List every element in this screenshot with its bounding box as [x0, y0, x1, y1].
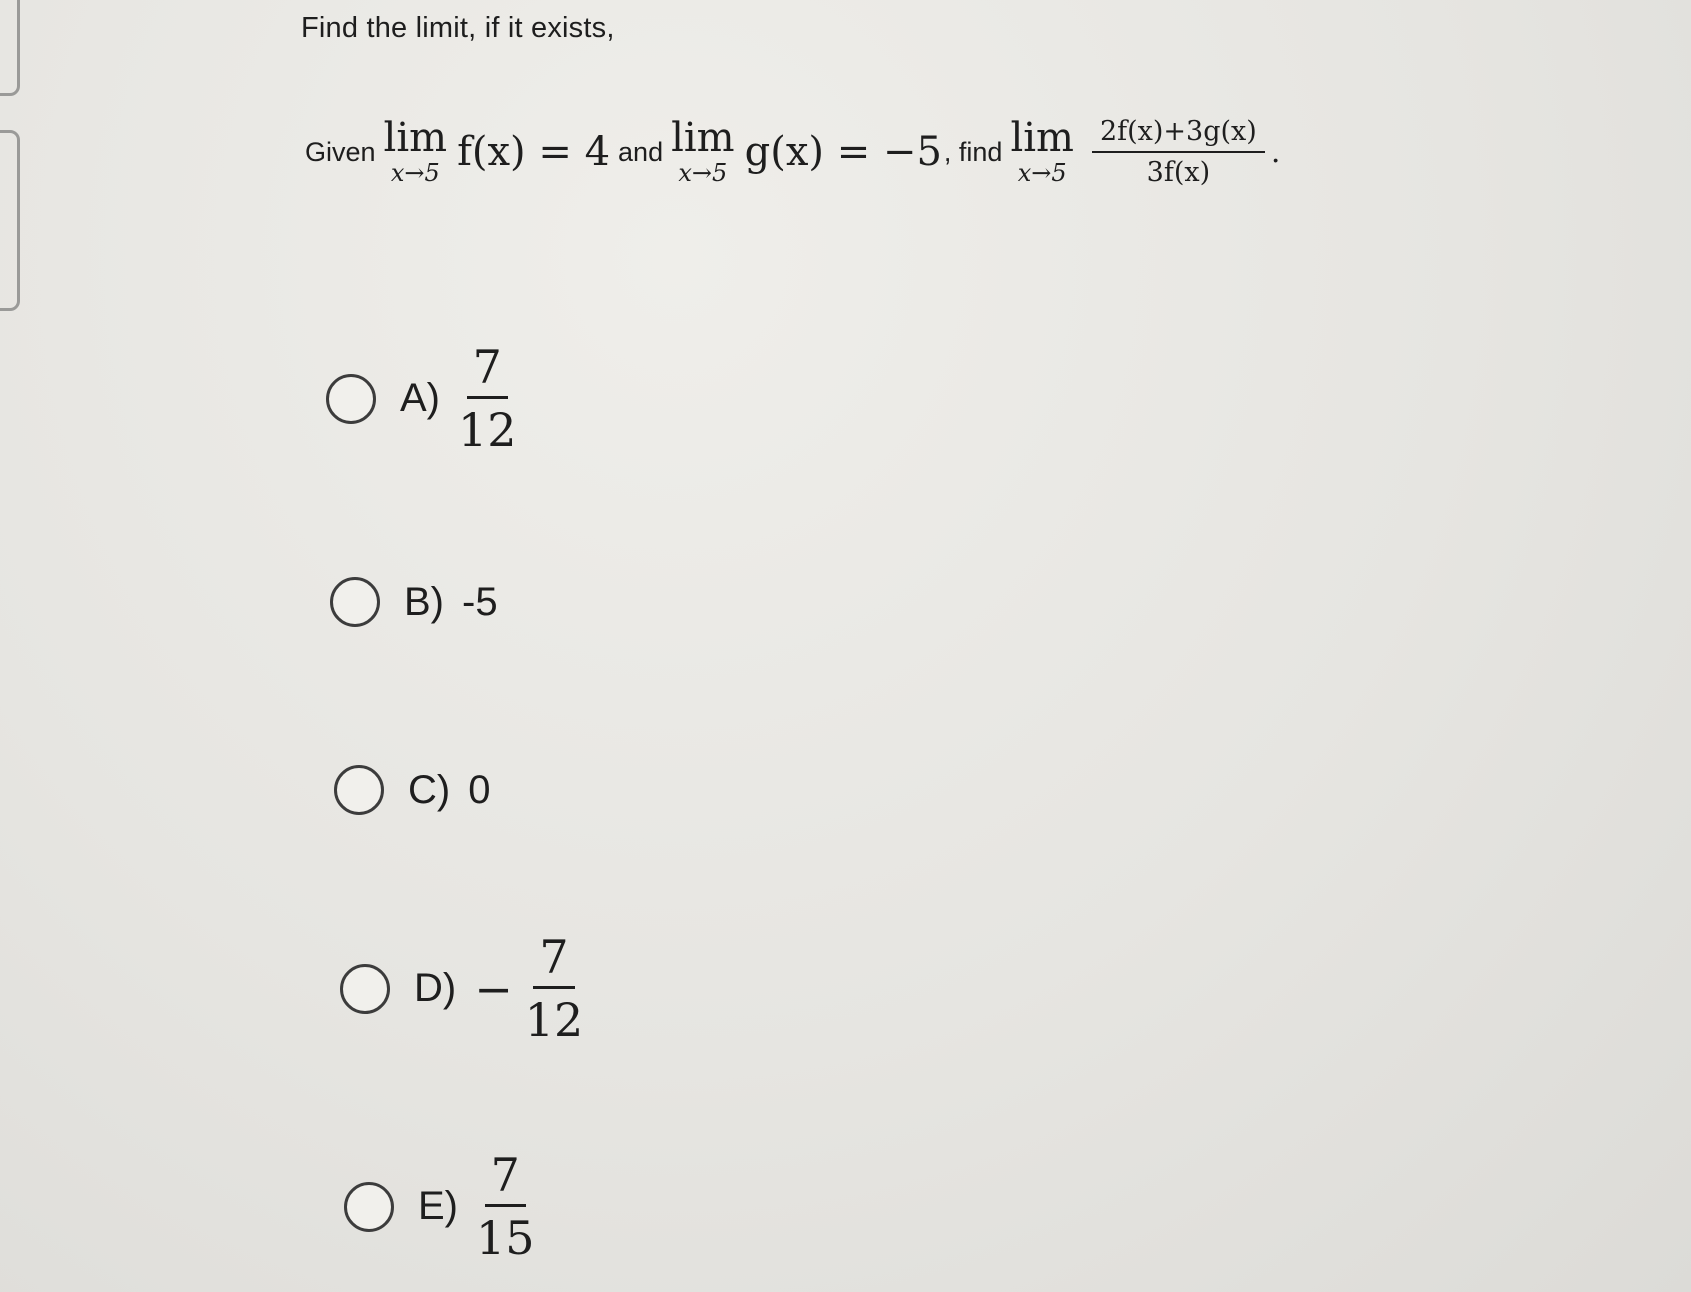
fraction-denominator: 3f(x) — [1146, 157, 1211, 188]
fraction-denominator: 15 — [476, 1211, 535, 1265]
option-b[interactable] — [330, 577, 498, 627]
option-a[interactable] — [326, 340, 517, 457]
option-fraction — [525, 930, 584, 1047]
f-limit-expression: f(x) = 4 — [457, 129, 611, 175]
negative-sign: − — [474, 961, 513, 1016]
limit-subscript: x→5 — [678, 159, 728, 187]
option-label: B) — [404, 579, 444, 624]
radio-button[interactable] — [330, 577, 380, 627]
limit-operator-f — [384, 117, 448, 187]
radio-button[interactable] — [326, 374, 376, 424]
limit-word: lim — [1010, 115, 1074, 161]
radio-button[interactable] — [334, 765, 384, 815]
option-fraction — [458, 340, 517, 457]
fraction-numerator: 2f(x)+3g(x) — [1092, 116, 1265, 153]
and-label: and — [618, 136, 664, 167]
limit-word: lim — [671, 115, 735, 161]
question-statement — [305, 92, 1280, 212]
limit-word: lim — [383, 115, 448, 161]
option-c[interactable] — [334, 765, 490, 815]
left-edge-frame-top — [0, 0, 20, 96]
radio-button[interactable] — [344, 1182, 394, 1232]
option-value: 0 — [468, 767, 491, 812]
option-fraction — [476, 1148, 535, 1265]
left-edge-frame-middle — [0, 130, 20, 311]
limit-operator-g — [671, 117, 735, 187]
find-label: , find — [943, 136, 1003, 167]
option-d[interactable] — [340, 930, 583, 1047]
option-value: -5 — [462, 579, 498, 624]
statement-period: . — [1270, 134, 1281, 170]
question-heading: Find the limit, if it exists, — [301, 12, 615, 44]
fraction-numerator: 7 — [533, 930, 574, 989]
target-fraction — [1092, 116, 1265, 188]
limit-subscript: x→5 — [390, 159, 440, 187]
fraction-denominator: 12 — [458, 403, 517, 457]
option-label: D) — [414, 966, 457, 1010]
given-label: Given — [305, 136, 376, 167]
fraction-numerator: 7 — [467, 340, 508, 399]
fraction-denominator: 12 — [524, 993, 584, 1047]
option-label: E) — [418, 1184, 458, 1228]
option-label: A) — [400, 376, 440, 420]
fraction-numerator: 7 — [485, 1148, 526, 1207]
option-e[interactable] — [344, 1148, 535, 1265]
limit-operator-target — [1010, 117, 1074, 187]
radio-button[interactable] — [340, 964, 390, 1014]
option-label: C) — [408, 767, 451, 812]
limit-subscript: x→5 — [1017, 159, 1067, 187]
g-limit-expression: g(x) = −5 — [744, 129, 942, 175]
